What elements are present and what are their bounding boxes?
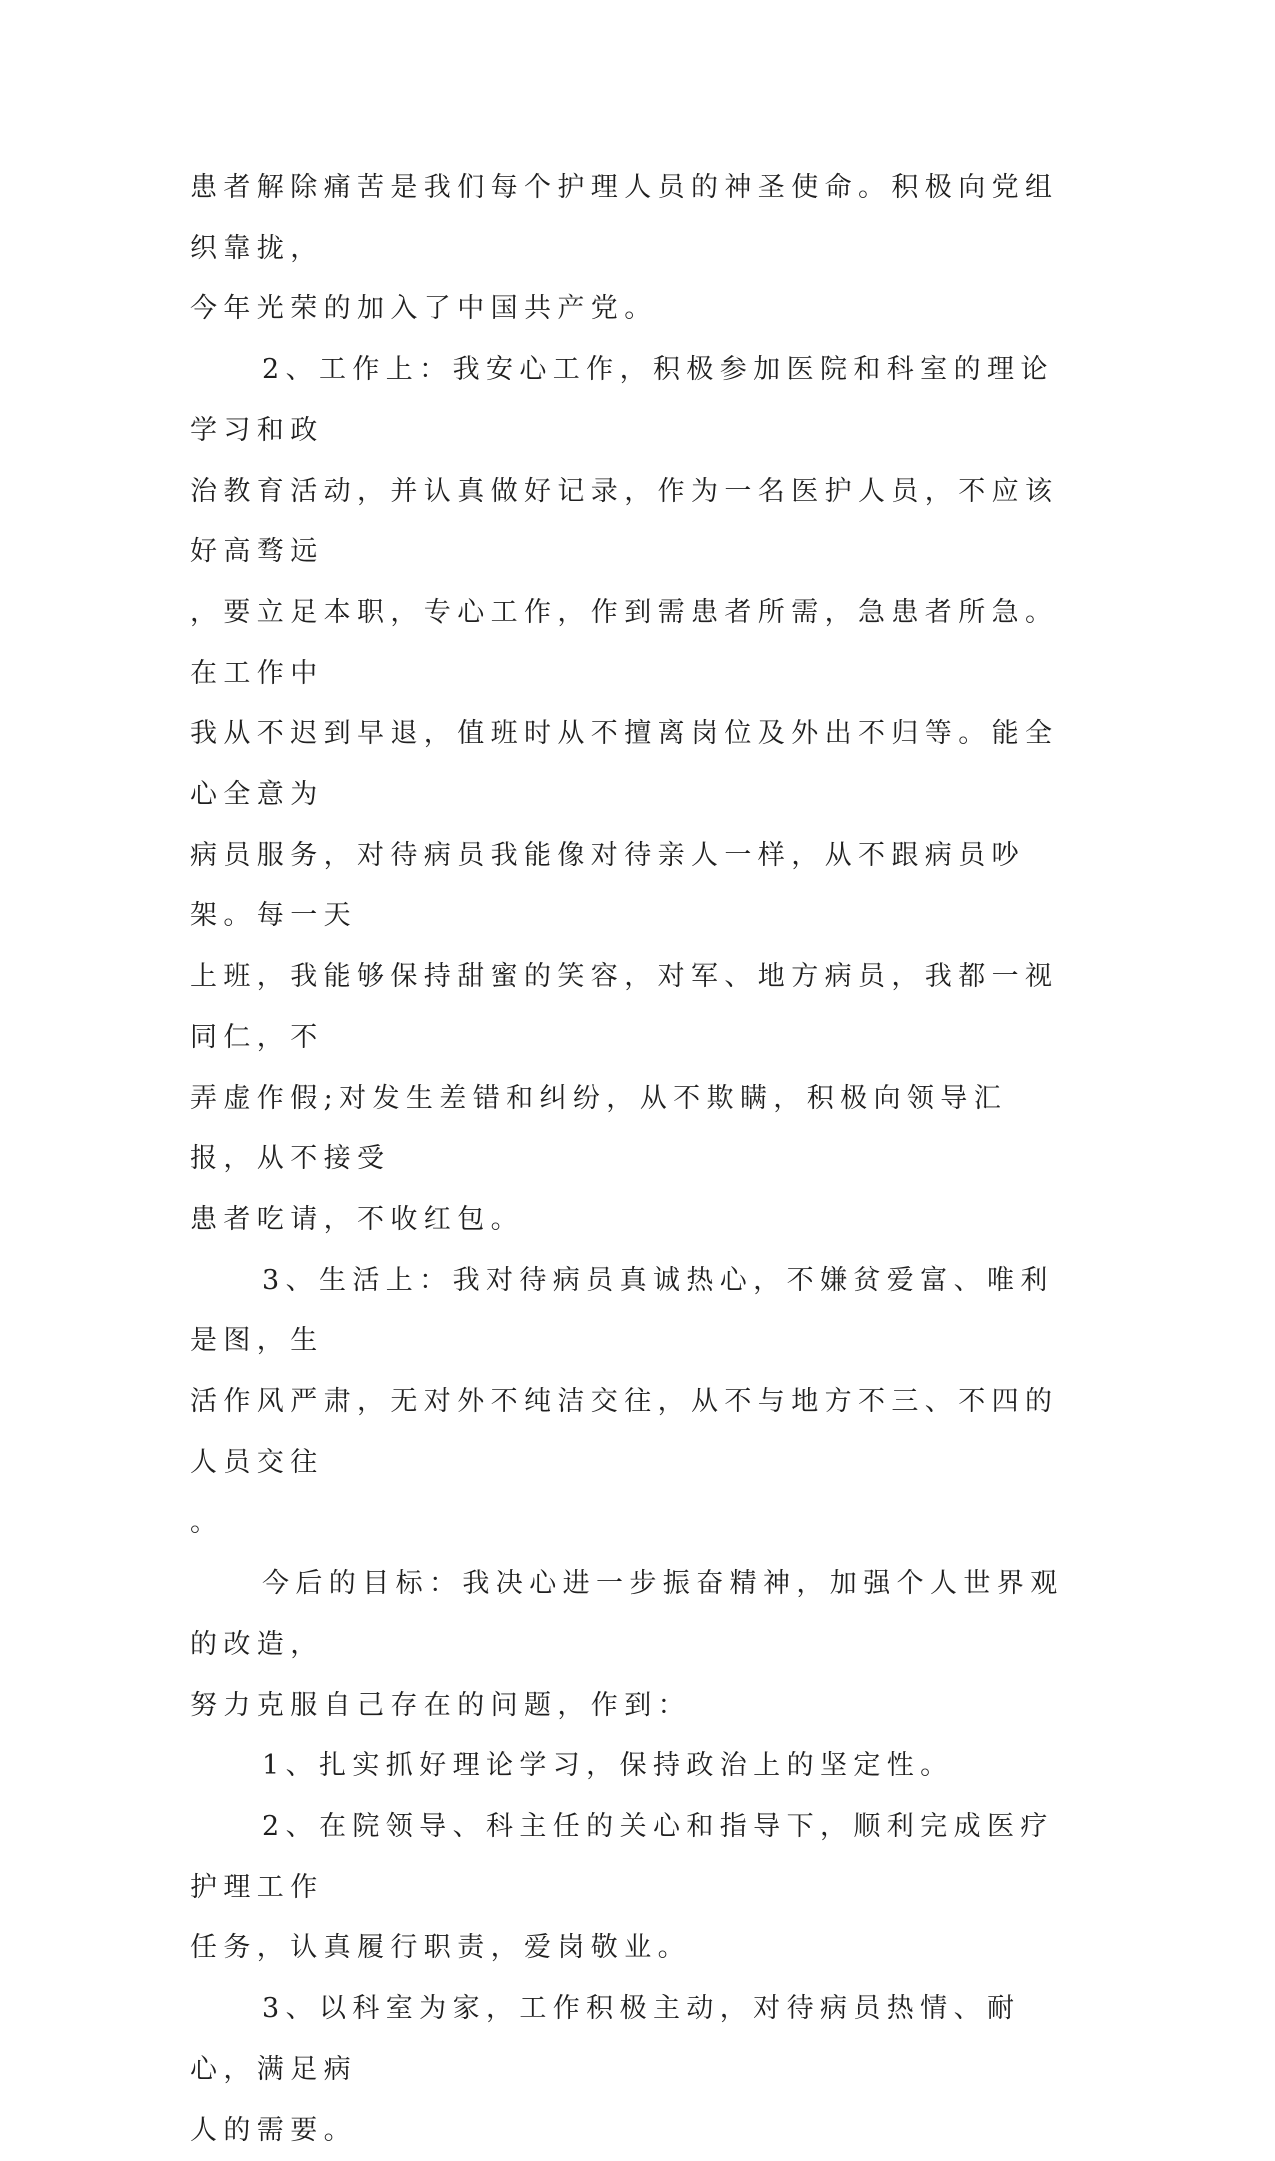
text-line: 3、生活上：我对待病员真诚热心，不嫌贫爱富、唯利是图，生: [190, 1251, 1065, 1372]
paragraph-life: [190, 1251, 1065, 1555]
paragraph-goal-2: [190, 1797, 1065, 1979]
text-line: 上班，我能够保持甜蜜的笑容，对军、地方病员，我都一视同仁，不: [190, 947, 1065, 1068]
text-line: 治教育活动，并认真做好记录，作为一名医护人员，不应该好高骛远: [190, 462, 1065, 583]
paragraph-party-membership: [190, 158, 1065, 340]
paragraph-future-goals: [190, 1554, 1065, 1736]
text-line: 2、工作上：我安心工作，积极参加医院和科室的理论学习和政: [190, 340, 1065, 461]
document-body: [190, 158, 1065, 2161]
text-line: 3、以科室为家，工作积极主动，对待病员热情、耐心，满足病: [190, 1979, 1065, 2100]
paragraph-work: [190, 340, 1065, 1251]
text-line: 活作风严肃，无对外不纯洁交往，从不与地方不三、不四的人员交往: [190, 1372, 1065, 1493]
text-line: 1、扎实抓好理论学习，保持政治上的坚定性。: [190, 1736, 1065, 1797]
text-line: 。: [190, 1493, 1065, 1554]
paragraph-goal-3: [190, 1979, 1065, 2161]
text-line: 努力克服自己存在的问题，作到：: [190, 1676, 1065, 1737]
text-line: 弄虚作假;对发生差错和纠纷，从不欺瞒，积极向领导汇报，从不接受: [190, 1069, 1065, 1190]
text-line: 任务，认真履行职责，爱岗敬业。: [190, 1918, 1065, 1979]
text-line: 我从不迟到早退，值班时从不擅离岗位及外出不归等。能全心全意为: [190, 704, 1065, 825]
paragraph-goal-1: [190, 1736, 1065, 1797]
text-line: ，要立足本职，专心工作，作到需患者所需，急患者所急。在工作中: [190, 583, 1065, 704]
text-line: 今年光荣的加入了中国共产党。: [190, 279, 1065, 340]
text-line: 患者吃请，不收红包。: [190, 1190, 1065, 1251]
text-line: 人的需要。: [190, 2101, 1065, 2161]
text-line: 患者解除痛苦是我们每个护理人员的神圣使命。积极向党组织靠拢，: [190, 158, 1065, 279]
text-line: 今后的目标：我决心进一步振奋精神，加强个人世界观的改造，: [190, 1554, 1065, 1675]
text-line: 2、在院领导、科主任的关心和指导下，顺利完成医疗护理工作: [190, 1797, 1065, 1918]
text-line: 病员服务，对待病员我能像对待亲人一样，从不跟病员吵架。每一天: [190, 826, 1065, 947]
